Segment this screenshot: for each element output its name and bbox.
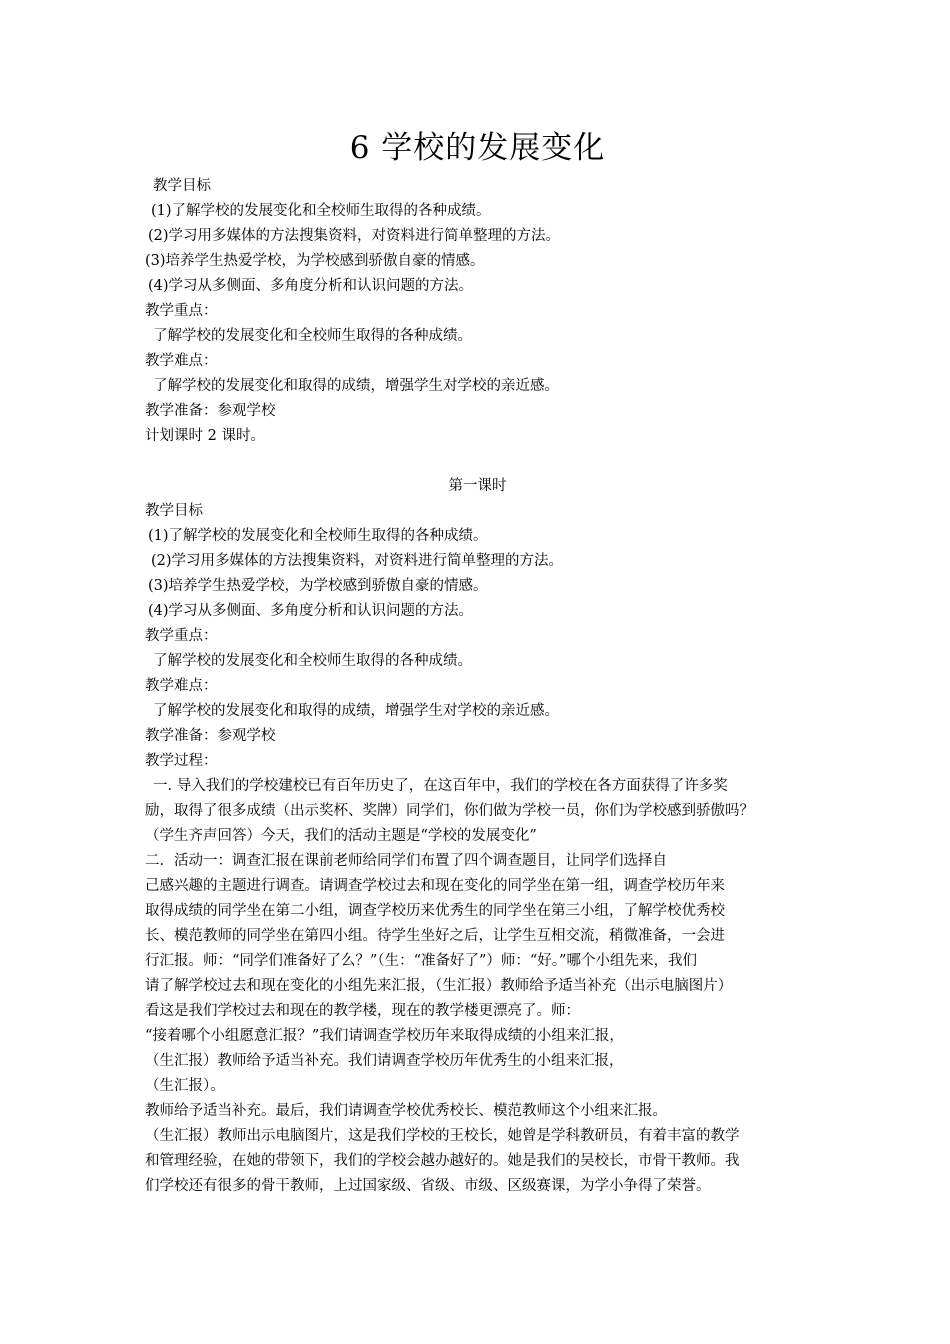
process-line: 和管理经验，在她的带领下，我们的学校会越办越好的。她是我们的吴校长，市骨干教师。我 bbox=[145, 1153, 740, 1169]
document-title: 6 学校的发展变化 bbox=[349, 130, 606, 166]
goals-heading: 教学目标 bbox=[145, 503, 203, 519]
difficulty-text: 了解学校的发展变化和取得的成绩，增强学生对学校的亲近感。 bbox=[153, 703, 559, 719]
goal-item: (1)了解学校的发展变化和全校师生取得的各种成绩。 bbox=[151, 203, 491, 219]
key-points-heading: 教学重点： bbox=[145, 303, 218, 319]
goal-item: (2)学习用多媒体的方法搜集资料，对资料进行简单整理的方法。 bbox=[148, 228, 561, 244]
goal-item: (4)学习从多侧面、多角度分析和认识问题的方法。 bbox=[148, 278, 474, 294]
process-line: 们学校还有很多的骨干教师，上过国家级、省级、市级、区级赛课，为学小争得了荣誉。 bbox=[145, 1178, 711, 1194]
process-heading: 教学过程： bbox=[145, 753, 218, 769]
goals-heading: 教学目标 bbox=[153, 178, 211, 194]
goal-item: (3)培养学生热爱学校，为学校感到骄傲自豪的情感。 bbox=[148, 578, 488, 594]
process-line: 请了解学校过去和现在变化的小组先来汇报，（生汇报）教师给予适当补充（出示电脑图片） bbox=[145, 978, 733, 994]
process-line: 二．活动一：调查汇报在课前老师给同学们布置了四个调查题目，让同学们选择自 bbox=[145, 853, 667, 869]
process-line: 励，取得了很多成绩（出示奖杯、奖牌）同学们，你们做为学校一员，你们为学校感到骄傲吗？ bbox=[145, 803, 754, 819]
planned-lessons: 计划课时 2 课时。 bbox=[145, 428, 265, 444]
difficulty-heading: 教学难点： bbox=[145, 678, 218, 694]
process-line: 一. 导入我们的学校建校已有百年历史了，在这百年中，我们的学校在各方面获得了许多奖 bbox=[153, 778, 728, 794]
process-line: 教师给予适当补充。最后，我们请调查学校优秀校长、模范教师这个小组来汇报。 bbox=[145, 1103, 667, 1119]
process-line: （生汇报）教师给予适当补充。我们请调查学校历年优秀生的小组来汇报， bbox=[145, 1053, 624, 1069]
process-line: “接着哪个小组愿意汇报？”我们请调查学校历年来取得成绩的小组来汇报， bbox=[145, 1028, 624, 1044]
document-page bbox=[145, 0, 810, 1344]
goal-item: (4)学习从多侧面、多角度分析和认识问题的方法。 bbox=[148, 603, 474, 619]
process-line: （生汇报）。 bbox=[145, 1078, 225, 1094]
process-line: 长、模范教师的同学坐在第四小组。待学生坐好之后，让学生互相交流，稍微准备，一会进 bbox=[145, 928, 725, 944]
goal-item: (2)学习用多媒体的方法搜集资料，对资料进行简单整理的方法。 bbox=[151, 553, 564, 569]
preparation: 教学准备：参观学校 bbox=[145, 728, 276, 744]
process-line: 取得成绩的同学坐在第二小组，调查学校历来优秀生的同学坐在第三小组，了解学校优秀校 bbox=[145, 903, 725, 919]
goal-item: (1)了解学校的发展变化和全校师生取得的各种成绩。 bbox=[148, 528, 488, 544]
key-points-heading: 教学重点： bbox=[145, 628, 218, 644]
process-line: （生汇报）教师出示电脑图片，这是我们学校的王校长，她曾是学科教研员，有着丰富的教学 bbox=[145, 1128, 740, 1144]
preparation: 教学准备：参观学校 bbox=[145, 403, 276, 419]
process-line: 看这是我们学校过去和现在的教学楼，现在的教学楼更漂亮了。师： bbox=[145, 1003, 580, 1019]
key-points-text: 了解学校的发展变化和全校师生取得的各种成绩。 bbox=[153, 653, 472, 669]
key-points-text: 了解学校的发展变化和全校师生取得的各种成绩。 bbox=[153, 328, 472, 344]
process-line: 己感兴趣的主题进行调查。请调查学校过去和现在变化的同学坐在第一组，调查学校历年来 bbox=[145, 878, 725, 894]
difficulty-heading: 教学难点： bbox=[145, 353, 218, 369]
goal-item: (3)培养学生热爱学校，为学校感到骄傲自豪的情感。 bbox=[145, 253, 485, 269]
lesson-heading: 第一课时 bbox=[448, 478, 507, 494]
difficulty-text: 了解学校的发展变化和取得的成绩，增强学生对学校的亲近感。 bbox=[153, 378, 559, 394]
process-line: （学生齐声回答）今天，我们的活动主题是“学校的发展变化” bbox=[145, 828, 537, 844]
process-line: 行汇报。师：“同学们准备好了么？”（生：“准备好了”）师：“好。”哪个小组先来，我们 bbox=[145, 953, 697, 969]
